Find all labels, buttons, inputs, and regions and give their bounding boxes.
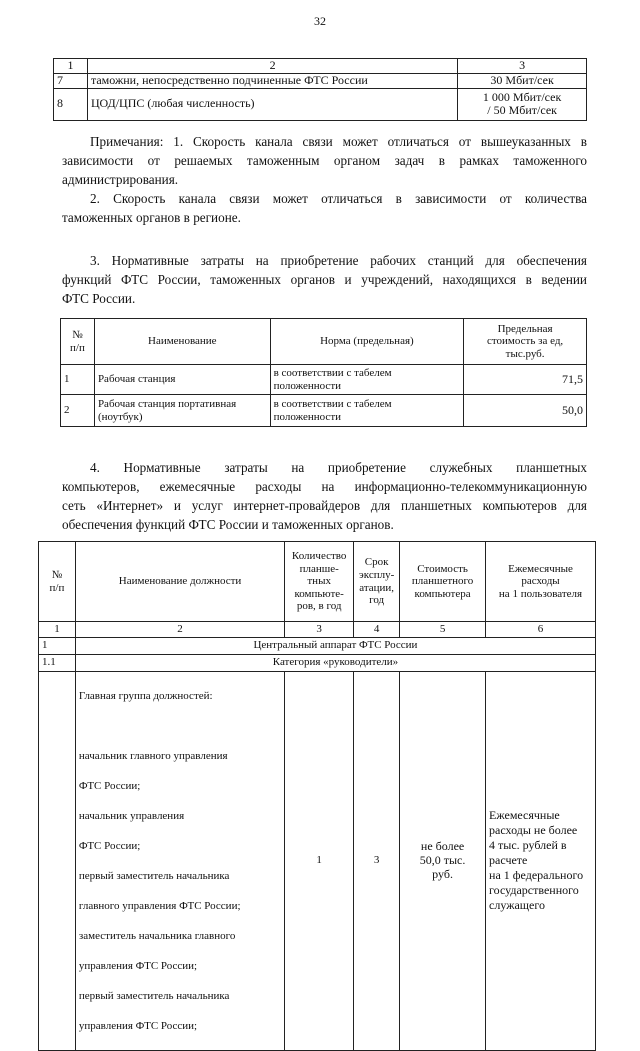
position-list bbox=[75, 671, 284, 1050]
position-item: начальник управления bbox=[78, 809, 185, 822]
channel-speed-table bbox=[53, 58, 587, 121]
position-item bbox=[79, 719, 281, 734]
row-number: 1 bbox=[39, 637, 76, 654]
tablets-table bbox=[38, 541, 596, 1051]
column-number: 3 bbox=[285, 622, 354, 638]
col-header-cost: Стоимость планшетного компьютера bbox=[400, 542, 486, 622]
note-line: 2. Скорость канала связи может отличаться в зависимости от количества bbox=[90, 191, 587, 206]
item-price: 71,5 bbox=[464, 365, 587, 395]
workstations-table bbox=[60, 318, 587, 427]
note-line: таможенных органов в регионе. bbox=[62, 210, 241, 225]
position-item: управления ФТС России; bbox=[78, 959, 198, 972]
organ-name: таможни, непосредственно подчиненные ФТС России bbox=[87, 73, 457, 88]
col-header-number: № п/п bbox=[39, 542, 76, 622]
column-number-row bbox=[39, 622, 596, 638]
column-number: 4 bbox=[354, 622, 400, 638]
paragraph-line: 3. Нормативные затраты на приобретение рабочих станций для обеспечения bbox=[90, 253, 587, 268]
channel-speed-line: / 50 Мбит/сек bbox=[487, 103, 557, 118]
row-number: 1.1 bbox=[39, 654, 76, 671]
item-name: Рабочая станция bbox=[94, 365, 270, 395]
table-header-cell: 1 bbox=[54, 59, 88, 74]
table-row bbox=[54, 88, 587, 120]
tablet-cost: не более 50,0 тыс. руб. bbox=[400, 671, 486, 1050]
notes bbox=[62, 132, 587, 227]
table-header-cell: 2 bbox=[87, 59, 457, 74]
position-item: ФТС России; bbox=[78, 839, 141, 852]
item-price: 50,0 bbox=[464, 395, 587, 427]
tablet-quantity: 1 bbox=[285, 671, 354, 1050]
col-header-name: Наименование bbox=[94, 319, 270, 365]
paragraph-line: функций ФТС России, таможенных органов и учреждений, находящихся в ведении bbox=[62, 272, 587, 287]
column-number: 5 bbox=[400, 622, 486, 638]
table-header-row bbox=[54, 59, 587, 74]
col-header-norm: Норма (предельная) bbox=[270, 319, 464, 365]
section-row bbox=[39, 637, 596, 654]
row-number: 8 bbox=[54, 88, 88, 120]
table-row bbox=[39, 671, 596, 1050]
col-header-position: Наименование должности bbox=[75, 542, 284, 622]
table-header-cell: 3 bbox=[458, 59, 587, 74]
position-item: первый заместитель начальника bbox=[78, 869, 230, 882]
table-row bbox=[54, 73, 587, 88]
position-item: главного управления ФТС России; bbox=[78, 899, 241, 912]
paragraph-line: сеть «Интернет» и услуг интернет-провайдеров для планшетных компьютеров для bbox=[62, 498, 587, 513]
position-item: Главная группа должностей: bbox=[78, 689, 213, 702]
row-number: 7 bbox=[54, 73, 88, 88]
column-number: 6 bbox=[486, 622, 596, 638]
item-norm: в соответствии с табелем положенности bbox=[270, 365, 464, 395]
channel-speed: 30 Мбит/сек bbox=[458, 73, 587, 88]
paragraph-line: компьютеров, ежемесячные расходы на информационно-телекоммуникационную bbox=[62, 479, 587, 494]
note-line: зависимости от решаемых таможенным органом задач в рамках таможенного bbox=[62, 153, 587, 168]
category-label: Категория «руководители» bbox=[75, 654, 595, 671]
monthly-expense: Ежемесячные расходы не более 4 тыс. рублей в расчете на 1 федерального государственного служащего bbox=[486, 671, 596, 1050]
table-header-row bbox=[39, 542, 596, 622]
row-number: 1 bbox=[61, 365, 95, 395]
paragraph-line: ФТС России. bbox=[62, 291, 136, 306]
table-header-row bbox=[61, 319, 587, 365]
row-number: 2 bbox=[61, 395, 95, 427]
section-3-paragraph bbox=[62, 251, 587, 308]
paragraph-line: обеспечения функций ФТС России и таможенных органов. bbox=[62, 517, 394, 532]
service-term: 3 bbox=[354, 671, 400, 1050]
channel-speed bbox=[458, 88, 587, 120]
note-line: администрирования. bbox=[62, 172, 179, 187]
table-row bbox=[61, 395, 587, 427]
item-norm: в соответствии с табелем положенности bbox=[270, 395, 464, 427]
position-item: ФТС России; bbox=[78, 779, 141, 792]
category-row bbox=[39, 654, 596, 671]
position-item: заместитель начальника главного bbox=[78, 929, 236, 942]
col-header-term: Срок эксплу- атации, год bbox=[354, 542, 400, 622]
position-item: начальник главного управления bbox=[78, 749, 228, 762]
column-number: 1 bbox=[39, 622, 76, 638]
position-item: первый заместитель начальника bbox=[78, 989, 230, 1002]
position-item: управления ФТС России; bbox=[78, 1019, 198, 1032]
channel-speed-line: 1 000 Мбит/сек bbox=[482, 89, 562, 104]
table-row bbox=[61, 365, 587, 395]
row-number-empty bbox=[39, 671, 76, 1050]
note-line: Примечания: 1. Скорость канала связи может отличаться от вышеуказанных в bbox=[90, 134, 587, 149]
paragraph-line: 4. Нормативные затраты на приобретение служебных планшетных bbox=[90, 460, 587, 475]
col-header-quantity: Количество планше- тных компьюте- ров, в год bbox=[285, 542, 354, 622]
organ-name: ЦОД/ЦПС (любая численность) bbox=[87, 88, 457, 120]
section-label: Центральный аппарат ФТС России bbox=[75, 637, 595, 654]
col-header-monthly: Ежемесячные расходы на 1 пользователя bbox=[486, 542, 596, 622]
item-name: Рабочая станция портативная (ноутбук) bbox=[94, 395, 270, 427]
col-header-price: Предельная стоимость за ед, тыс.руб. bbox=[464, 319, 587, 365]
col-header-number: № п/п bbox=[61, 319, 95, 365]
column-number: 2 bbox=[75, 622, 284, 638]
page-number: 32 bbox=[314, 14, 326, 28]
section-4-paragraph bbox=[62, 458, 587, 534]
